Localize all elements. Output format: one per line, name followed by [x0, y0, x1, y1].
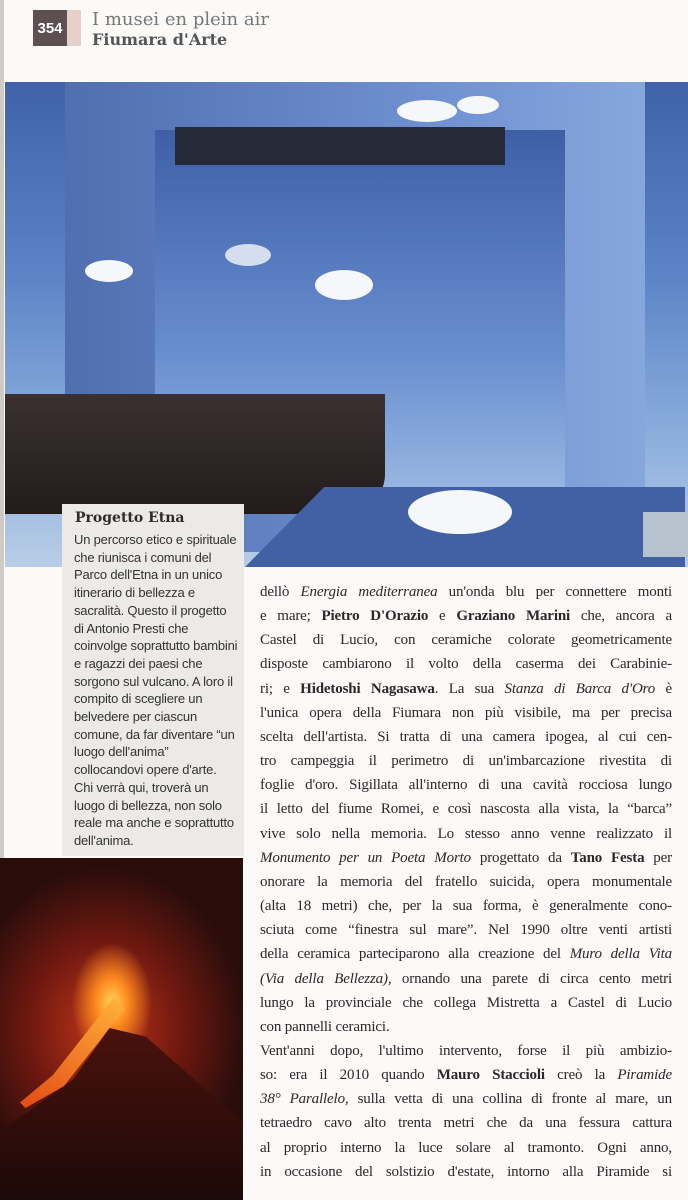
body-line: [260, 894, 672, 918]
body-line: [260, 1160, 672, 1184]
sidebar-box-title: Progetto Etna: [75, 510, 185, 526]
text-segment: sciuta come “finestra sul mare”. Nel 1990 oltre venti artisti: [260, 922, 672, 939]
text-segment: Castel di Lucio, con ceramiche colorate geometricamente: [260, 632, 672, 649]
volcano-slope: [0, 1028, 243, 1200]
body-line: [260, 701, 672, 725]
cloud-painted: [408, 490, 512, 534]
cloud: [315, 270, 373, 300]
bold-name: Pietro D'Orazio: [321, 608, 429, 625]
text-segment: onorare la memoria del fratello suicida, opera monumentale: [260, 873, 672, 890]
text-segment: tetraedro cavo alto trenta metri che da una fessura cattura: [260, 1115, 672, 1132]
text-segment: foglie d'oro. Sigillata all'interno di una cavità rocciosa lungo: [260, 777, 672, 794]
text-segment: con pannelli ceramici.: [260, 1018, 390, 1035]
text-segment: e mare;: [260, 608, 322, 625]
cloud: [457, 96, 499, 114]
text-segment: ornando una parete di circa cento metri: [391, 970, 672, 987]
text-segment: scelta dell'artista. Si tratta di una camera ipogea, al cui cen-: [260, 728, 672, 745]
body-text: [260, 580, 672, 1184]
body-line: [260, 967, 672, 991]
text-segment: disposte cambiarono il volto della caserma dei Carabinie-: [260, 656, 672, 673]
body-line: [260, 580, 672, 604]
cloud: [85, 260, 133, 282]
body-line: [260, 846, 672, 870]
text-segment: creò la: [544, 1067, 618, 1084]
body-line: [260, 677, 672, 701]
text-segment: lungo la provinciale che collega Mistretta a Castel di Lucio: [260, 994, 672, 1011]
text-segment: ri; e: [260, 680, 301, 697]
frame-top-beam: [175, 127, 505, 165]
text-segment: dellò: [260, 584, 301, 600]
page-number: 354: [33, 10, 67, 46]
text-segment: per: [644, 849, 672, 866]
body-line: [260, 652, 672, 676]
body-line: [260, 1015, 672, 1039]
body-line: [260, 773, 672, 797]
cloud: [397, 100, 457, 122]
text-segment: della ceramica parteciparono alla creazione del: [260, 946, 570, 963]
italic-title: Muro della Vita: [569, 946, 673, 963]
text-segment: e: [428, 608, 457, 625]
text-segment: l'unica opera della Fiumara non più visibile, ma per precisa: [260, 704, 672, 721]
body-line: [260, 749, 672, 773]
body-line: [260, 604, 672, 628]
text-segment: so: era il 2010 quando: [260, 1067, 437, 1084]
body-line: [260, 1039, 672, 1063]
chapter-title: Fiumara d'Arte: [92, 30, 228, 49]
bold-name: Tano Festa: [570, 849, 645, 866]
italic-title: (Via della Bellezza),: [260, 970, 392, 987]
bold-name: Hidetoshi Nagasawa: [300, 680, 435, 697]
italic-title: 38° Parallelo,: [260, 1091, 349, 1108]
text-segment: che, ancora a: [570, 608, 672, 625]
text-segment: progettato da: [471, 849, 571, 866]
text-segment: al proprio interno la luce solare al tramonto. Ogni anno,: [260, 1139, 672, 1156]
body-line: [260, 1136, 672, 1160]
body-line: [260, 1087, 672, 1111]
body-line: [260, 822, 672, 846]
text-segment: in occasione del solstizio d'estate, intorno alla Piramide si: [260, 1163, 672, 1180]
text-segment: sulla vetta di una collina di fronte al mare, un: [348, 1091, 673, 1108]
italic-title: Piramide: [617, 1067, 672, 1084]
sea: [643, 512, 688, 557]
text-segment: il letto del fiume Romei, e così nascosta alla vista, la “barca”: [260, 801, 672, 818]
sidebar-box: [62, 504, 244, 856]
text-segment: . La sua: [434, 680, 505, 697]
italic-title: Monumento per un Poeta Morto: [260, 849, 471, 866]
bold-name: Mauro Staccioli: [436, 1067, 545, 1084]
italic-title: Energia mediterranea: [300, 584, 438, 600]
body-line: [260, 991, 672, 1015]
body-line: [260, 918, 672, 942]
body-line: [260, 725, 672, 749]
italic-title: Stanza di Barca d'Oro: [504, 680, 656, 697]
cloud: [225, 244, 271, 266]
section-title: I musei en plein air: [92, 9, 269, 30]
body-line: [260, 797, 672, 821]
sidebar-box-text: Un percorso etico e spirituale che riunisca i comuni del Parco dell'Etna in un unico itinerario di bellezza e sacralità. Questo il progetto di Antonio Presti che coinvolge soprattutto bambini e ragazzi dei paesi che sorgono sul vulcano. A loro il compito di scegliere un belvedere per ciascun comune, da far diventare “un luogo dell'anima” collocandovi opere d'arte. Chi verrà qui, troverà un luogo di bellezza, non solo reale ma anche e soprattutto dell'anima.: [74, 532, 238, 848]
bold-name: Graziano Marini: [456, 608, 571, 625]
body-line: [260, 870, 672, 894]
text-segment: vive solo nella memoria. Lo stesso anno venne realizzato il: [260, 825, 672, 842]
body-line: [260, 628, 672, 652]
body-line: [260, 942, 672, 966]
etna-volcano-photo: [0, 858, 243, 1200]
body-line: [260, 1063, 672, 1087]
text-segment: è: [655, 680, 673, 697]
text-segment: (alta 18 metri) che, per la sua forma, è generalmente cono-: [260, 898, 672, 915]
body-line: [260, 1111, 672, 1135]
monument-photo: [5, 82, 688, 567]
text-segment: Vent'anni dopo, l'ultimo intervento, forse il più ambizio-: [260, 1042, 672, 1059]
text-segment: un'onda blu per connettere monti: [437, 584, 672, 600]
text-segment: tro campeggia il perimetro di un'imbarcazione rivestita di: [260, 753, 672, 770]
page-number-tab: [67, 10, 81, 46]
